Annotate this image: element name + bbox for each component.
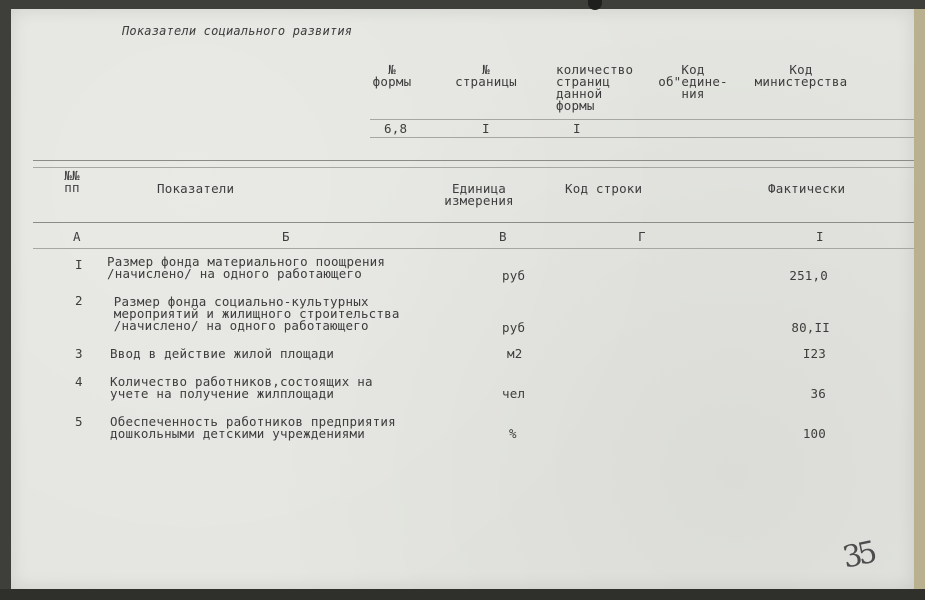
table-header-rule: [33, 222, 914, 223]
pages-count-label: количество страниц данной формы: [556, 62, 634, 113]
row-number: 5: [75, 414, 83, 429]
row-actual-value: 80,II: [791, 320, 830, 335]
page-bottom-edge: [0, 589, 925, 600]
row-indicator-text: Размер фонда социально-культурных мероприятий и жилищного строительства /начислено/ на одного работающего: [113, 294, 400, 333]
row-unit: руб: [502, 320, 526, 335]
row-unit: руб: [502, 268, 526, 283]
binder-strip: [914, 9, 925, 600]
row-unit: %: [509, 426, 517, 441]
table-letters-rule: [33, 248, 914, 249]
column-header-row-code: Код строки: [565, 181, 643, 196]
row-actual-value: 100: [802, 426, 826, 441]
document-title: Показатели социального развития: [122, 24, 353, 38]
row-actual-value: I23: [802, 346, 826, 361]
column-letter-actual: I: [816, 229, 824, 244]
column-header-actual: Фактически: [768, 181, 846, 196]
column-header-number: №№ пп: [64, 168, 80, 195]
page-number-value: I: [482, 121, 490, 136]
row-indicator-text: Количество работников,состоящих на учете на получение жилплощади: [110, 374, 373, 401]
column-letter-number: А: [73, 229, 81, 244]
page-number-label: № страницы: [455, 62, 517, 89]
row-number: I: [75, 257, 83, 272]
header-divider-1: [370, 119, 914, 120]
row-indicator-text: Размер фонда материального поощрения /начислено/ на одного работающего: [107, 254, 386, 281]
row-indicator-text: Обеспеченность работников предприятия дошкольными детскими учреждениями: [110, 414, 396, 441]
handwritten-page-number: 35: [839, 535, 877, 576]
row-number: 2: [75, 293, 83, 308]
row-actual-value: 251,0: [789, 268, 828, 283]
row-number: 3: [75, 346, 83, 361]
row-unit: м2: [507, 346, 523, 361]
association-code-label: Код об"едине- ния: [658, 62, 728, 101]
table-top-rule-2: [33, 167, 914, 168]
column-header-indicator: Показатели: [157, 181, 235, 196]
row-number: 4: [75, 374, 83, 389]
row-actual-value: 36: [810, 386, 826, 401]
column-letter-unit: В: [499, 229, 507, 244]
column-letter-row-code: Г: [638, 229, 646, 244]
column-letter-indicator: Б: [282, 229, 290, 244]
form-number-value: 6,8: [384, 121, 408, 136]
pages-count-value: I: [573, 121, 581, 136]
header-divider-2: [370, 137, 914, 138]
row-indicator-text: Ввод в действие жилой площади: [110, 346, 335, 361]
column-header-unit: Единица измерения: [444, 181, 514, 208]
row-unit: чел: [502, 386, 526, 401]
table-top-rule: [33, 160, 914, 161]
ministry-code-label: Код министерства: [754, 62, 848, 89]
form-number-label: № формы: [372, 62, 412, 89]
